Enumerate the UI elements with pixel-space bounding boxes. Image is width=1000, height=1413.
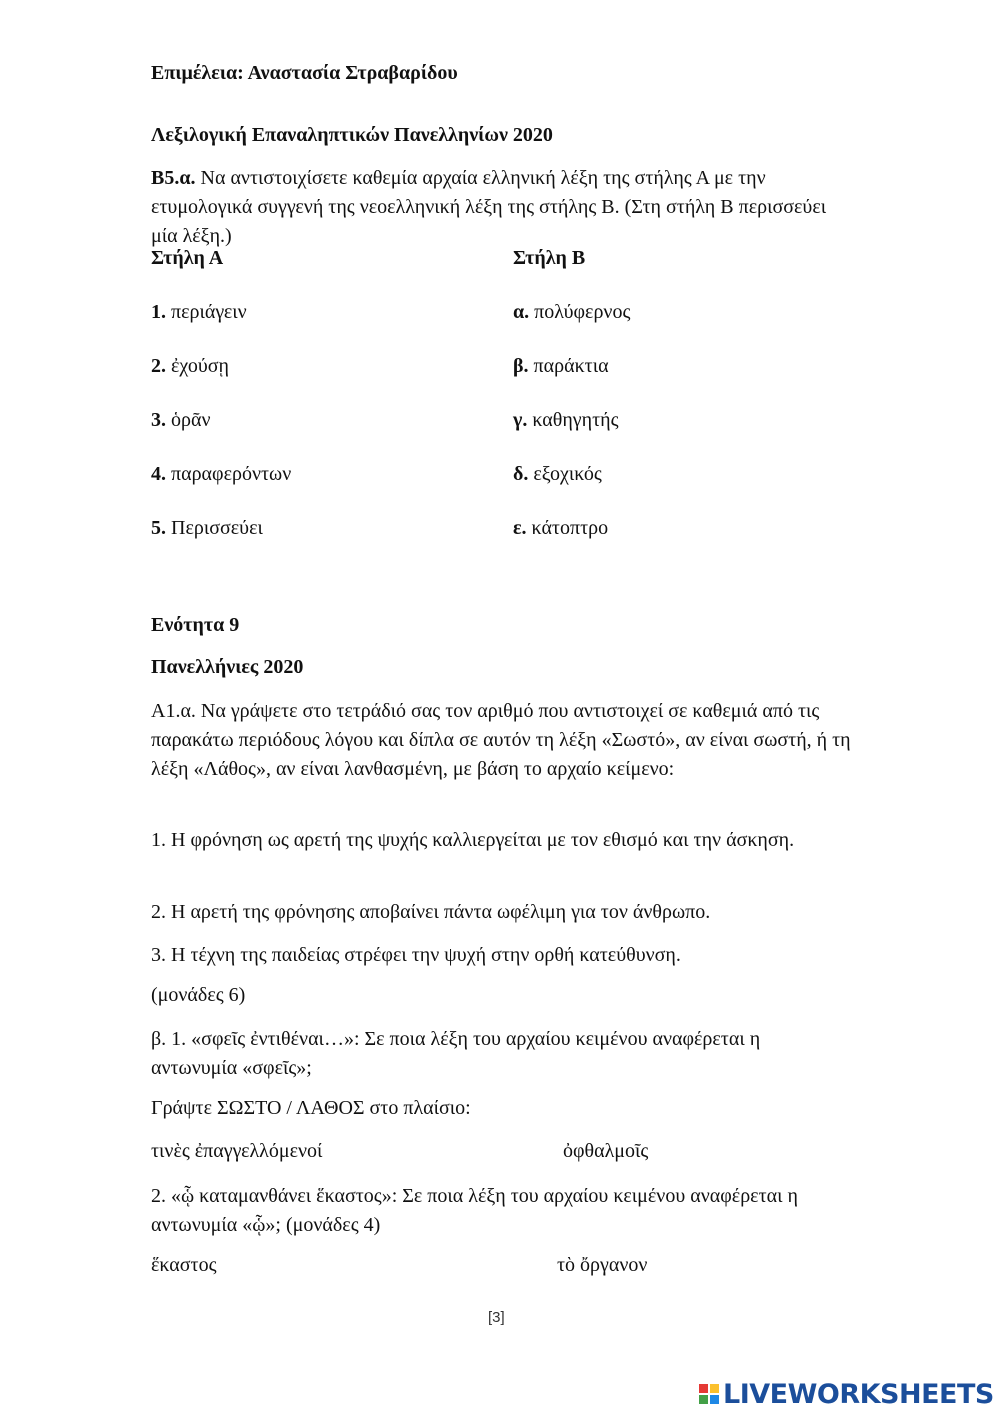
b5-label: Β5.α. bbox=[151, 167, 196, 189]
b5-instruction bbox=[151, 164, 851, 251]
item-letter: ε. bbox=[513, 517, 527, 539]
b1-question: β. 1. «σφεῖς ἐντιθέναι…»: Σε ποια λέξη του αρχαίου κειμένου αναφέρεται η αντωνυμία «σφεῖς»; bbox=[151, 1028, 761, 1079]
item-number: 5. bbox=[151, 517, 166, 539]
column-a-item bbox=[151, 301, 247, 324]
section-title: Λεξιλογική Επαναληπτικών Πανελληνίων 2020 bbox=[151, 124, 553, 146]
liveworksheets-logo bbox=[699, 1377, 994, 1411]
item-number: 4. bbox=[151, 463, 166, 485]
column-a-item bbox=[151, 355, 229, 378]
item-word: παράκτια bbox=[528, 355, 609, 377]
item-word: πολύφερνος bbox=[529, 301, 631, 323]
column-a-item bbox=[151, 463, 291, 486]
column-a-item bbox=[151, 517, 263, 540]
b5-instruction-text: Να αντιστοιχίσετε καθεμία αρχαία ελληνική λέξη της στήλης Α με την ετυμολογικά συγγενή της νεοελληνική λέξη της στήλης Β. (Στη στήλη Β περισσεύει μία λέξη.) bbox=[151, 167, 827, 247]
column-b-item bbox=[513, 517, 608, 540]
item-word: κάτοπτρο bbox=[526, 517, 609, 539]
statement: 1. Η φρόνηση ως αρετή της ψυχής καλλιεργείται με τον εθισμό και την άσκηση. bbox=[151, 829, 795, 851]
statement: 2. Η αρετή της φρόνησης αποβαίνει πάντα ωφέλιμη για τον άνθρωπο. bbox=[151, 901, 711, 923]
item-number: 3. bbox=[151, 409, 166, 431]
item-word: ἐχούσῃ bbox=[166, 355, 229, 377]
item-letter: α. bbox=[513, 301, 530, 323]
column-a-item bbox=[151, 409, 211, 432]
item-word: παραφερόντων bbox=[166, 463, 292, 485]
answer-option[interactable]: τὸ ὄργανον bbox=[557, 1254, 648, 1276]
logo-text: LIVEWORKSHEETS bbox=[723, 1378, 994, 1410]
statement: 3. Η τέχνη της παιδείας στρέφει την ψυχή στην ορθή κατεύθυνση. bbox=[151, 944, 681, 966]
page-number: [3] bbox=[488, 1309, 505, 1326]
exam-title: Πανελλήνιες 2020 bbox=[151, 656, 304, 678]
item-number: 2. bbox=[151, 355, 166, 377]
item-word: καθηγητής bbox=[527, 409, 619, 431]
a1-intro: Α1.α. Να γράψετε στο τετράδιό σας τον αριθμό που αντιστοιχεί σε καθεμιά από τις παρακάτω περιόδους λόγου και δίπλα σε αυτόν τη λέξη «Σωστό», αν είναι σωστή, ή τη λέξη «Λάθος», αν είναι λανθασμένη, με βάση το αρχαίο κείμενο: bbox=[151, 700, 851, 780]
column-b-item bbox=[513, 355, 609, 378]
item-letter: γ. bbox=[513, 409, 528, 431]
item-word: ὁρᾶν bbox=[166, 409, 211, 431]
column-b-item bbox=[513, 409, 619, 432]
logo-square-yellow bbox=[710, 1384, 719, 1393]
answer-option[interactable]: ὀφθαλμοῖς bbox=[563, 1140, 649, 1162]
answer-option[interactable]: τινὲς ἐπαγγελλόμενοί bbox=[151, 1140, 323, 1162]
logo-square-blue bbox=[710, 1395, 719, 1404]
logo-square-green bbox=[699, 1395, 708, 1404]
author-line: Επιμέλεια: Αναστασία Στραβαρίδου bbox=[151, 62, 458, 84]
points-a: (μονάδες 6) bbox=[151, 984, 246, 1006]
item-word: εξοχικός bbox=[528, 463, 602, 485]
column-a-header: Στήλη Α bbox=[151, 247, 224, 269]
unit-title: Ενότητα 9 bbox=[151, 614, 240, 636]
item-word: περιάγειν bbox=[166, 301, 247, 323]
logo-square-red bbox=[699, 1384, 708, 1393]
column-b-item bbox=[513, 463, 602, 486]
item-letter: δ. bbox=[513, 463, 529, 485]
b2-question: 2. «ᾧ καταμανθάνει ἕκαστος»: Σε ποια λέξη του αρχαίου κειμένου αναφέρεται η αντωνυμία «ᾧ»; (μονάδες 4) bbox=[151, 1185, 798, 1236]
answer-option[interactable]: ἕκαστος bbox=[151, 1254, 217, 1276]
write-instruction: Γράψτε ΣΩΣΤΟ / ΛΑΘΟΣ στο πλαίσιο: bbox=[151, 1097, 471, 1119]
item-word: Περισσεύει bbox=[166, 517, 263, 539]
column-b-item bbox=[513, 301, 630, 324]
item-number: 1. bbox=[151, 301, 166, 323]
column-b-header: Στήλη Β bbox=[513, 247, 586, 269]
item-letter: β. bbox=[513, 355, 529, 377]
logo-squares-icon bbox=[699, 1384, 719, 1404]
